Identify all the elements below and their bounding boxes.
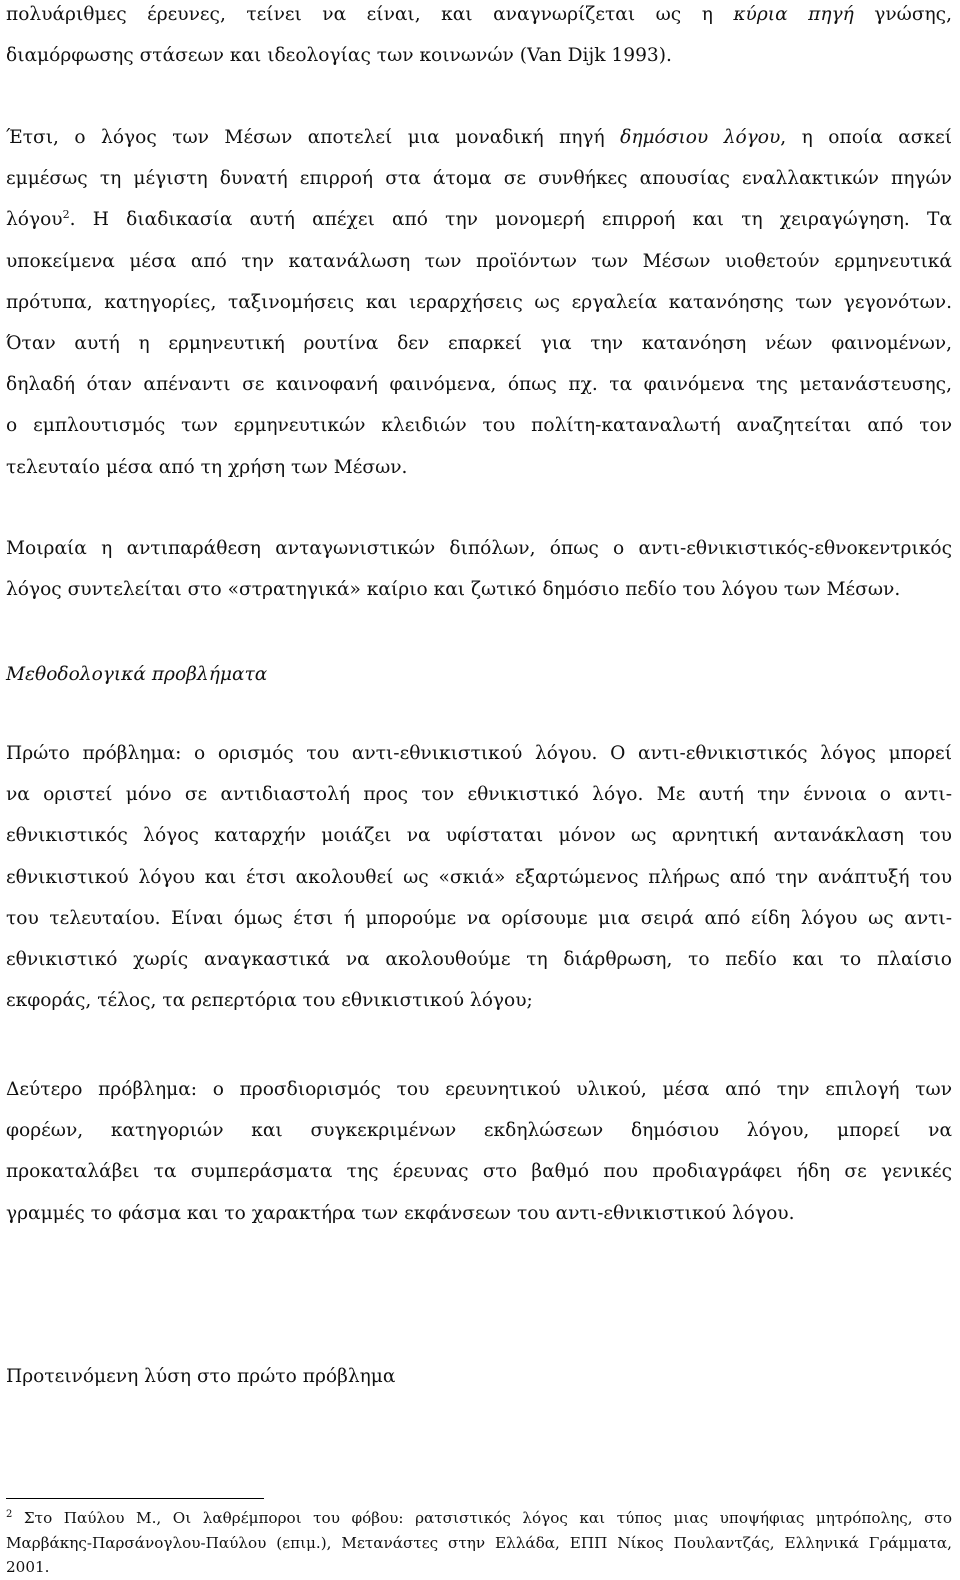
text-line	[6, 199, 952, 240]
text-line	[6, 117, 952, 158]
text-run: Έτσι, ο λόγος των Μέσων αποτελεί μια μοναδική πηγή	[6, 127, 621, 148]
text-line: υποκείμενα μέσα από την κατανάλωση των προϊόντων των Μέσων υιοθετούν ερμηνευτικά	[6, 250, 952, 272]
text-line	[6, 1069, 952, 1110]
text-run: : ο προσδιορισμός του ερευνητικού υλικού, μέσα από την επιλογή των	[190, 1079, 953, 1100]
text-line: εκφοράς, τέλος, τα ρεπερτόρια του εθνικιστικού λόγου;	[6, 990, 533, 1012]
text-line: Μοιραία η αντιπαράθεση ανταγωνιστικών διπόλων, όπως ο αντι-εθνικιστικός-εθνοκεντρικός	[6, 538, 952, 559]
emphasis-text: κύρια πηγή	[733, 4, 854, 25]
footnote-number: 2	[6, 1508, 13, 1520]
text-line: τελευταίο μέσα από τη χρήση των Μέσων.	[6, 456, 408, 478]
footnote-divider	[6, 1498, 264, 1499]
footnote-line	[6, 1506, 952, 1531]
text-line: δηλαδή όταν απέναντι σε καινοφανή φαινόμενα, όπως πχ. τα φαινόμενα της μετανάστευσης,	[6, 374, 952, 396]
text-line: προκαταλάβει τα συμπεράσματα της έρευνας στο βαθμό που προδιαγράφει ήδη σε γενικές	[6, 1161, 952, 1183]
footnote-line: 2001.	[6, 1558, 50, 1576]
text-line	[6, 0, 952, 35]
text-line: Όταν αυτή η ερμηνευτική ρουτίνα δεν επαρκεί για την κατανόηση νέων φαινομένων,	[6, 333, 952, 355]
problem-label: Πρώτο πρόβλημα	[6, 743, 176, 764]
text-run: . Η διαδικασία αυτή απέχει από την μονομερή επιρροή και τη χειραγώγηση. Τα	[69, 209, 952, 231]
paragraph-second-problem	[6, 1069, 952, 1234]
text-line: εμμέσως τη μέγιστη δυνατή επιρροή στα άτομα σε συνθήκες απουσίας εναλλακτικών πηγών	[6, 168, 952, 190]
emphasis-text: δημόσιου λόγου	[620, 127, 781, 148]
text-run: γνώσης,	[853, 4, 952, 25]
text-run: λόγου	[6, 209, 63, 231]
text-line: να οριστεί μόνο σε αντιδιαστολή προς τον εθνικιστικό λόγο. Με αυτή την έννοια ο αντι-	[6, 784, 952, 806]
text-line: γραμμές το φάσμα και το χαρακτήρα των εκφάνσεων του αντι-εθνικιστικού λόγου.	[6, 1202, 795, 1224]
text-run: πολυάριθμες έρευνες, τείνει να είναι, και αναγνωρίζεται ως η	[6, 4, 734, 25]
text-line: διαμόρφωσης στάσεων και ιδεολογίας των κοινωνών (Van Dijk 1993).	[6, 45, 672, 67]
footnote-reference: 2	[62, 208, 70, 222]
text-line: εθνικιστικός λόγος καταρχήν μοιάζει να υφίσταται μόνον ως αρνητική αντανάκλαση του	[6, 825, 952, 847]
text-line	[6, 733, 952, 774]
text-line: πρότυπα, κατηγορίες, ταξινομήσεις και ιεραρχήσεις ως εργαλεία κατανόησης των γεγονότων.	[6, 291, 952, 313]
section-heading-methodology: Μεθοδολογικά προβλήματα	[6, 664, 268, 685]
text-run: , η οποία ασκεί	[780, 127, 953, 148]
text-line: λόγος συντελείται στο «στρατηγικά» καίριο και ζωτικό δημόσιο πεδίο του λόγου των Μέσων.	[6, 579, 901, 601]
text-run: : ο ορισμός του αντι-εθνικιστικού λόγου. Ο αντι-εθνικιστικός λόγος μπορεί	[175, 743, 952, 764]
paragraph-antithesis	[6, 528, 952, 610]
text-line: φορέων, κατηγοριών και συγκεκριμένων εκδηλώσεων δημόσιου λόγου, μπορεί να	[6, 1120, 952, 1142]
paragraph-media-discourse	[6, 117, 952, 488]
text-run: Στο Παύλου Μ., Οι λαθρέμποροι του φόβου: ρατσιστικός λόγος και τύπος μιας υποψήφιας μητρόπολης, στο	[12, 1509, 952, 1527]
problem-label: Δεύτερο πρόβλημα	[6, 1079, 191, 1100]
text-line: εθνικιστικό χωρίς αναγκαστικά να ακολουθούμε τη διάρθρωση, το πεδίο και το πλαίσιο	[6, 949, 952, 971]
footnote-line: Μαρβάκης-Παρσάνογλου-Παύλου (επιμ.), Μετανάστες στην Ελλάδα, ΕΠΠ Νίκος Πουλαντζάς, Ελληνικά Γράμματα,	[6, 1533, 952, 1552]
paragraph-continuation	[6, 0, 952, 76]
text-line: ο εμπλουτισμός των ερμηνευτικών κλειδιών του πολίτη-καταναλωτή αναζητείται από τον	[6, 415, 952, 437]
text-line: εθνικιστικού λόγου και έτσι ακολουθεί ως «σκιά» εξαρτώμενος πλήρως από την ανάπτυξή του	[6, 866, 952, 888]
paragraph-first-problem	[6, 733, 952, 1021]
footnote	[6, 1506, 952, 1580]
text-line: του τελευταίου. Είναι όμως έτσι ή μπορούμε να ορίσουμε μια σειρά από είδη λόγου ως αντι-	[6, 907, 952, 929]
section-heading-solution: Προτεινόμενη λύση στο πρώτο πρόβλημα	[6, 1366, 396, 1387]
